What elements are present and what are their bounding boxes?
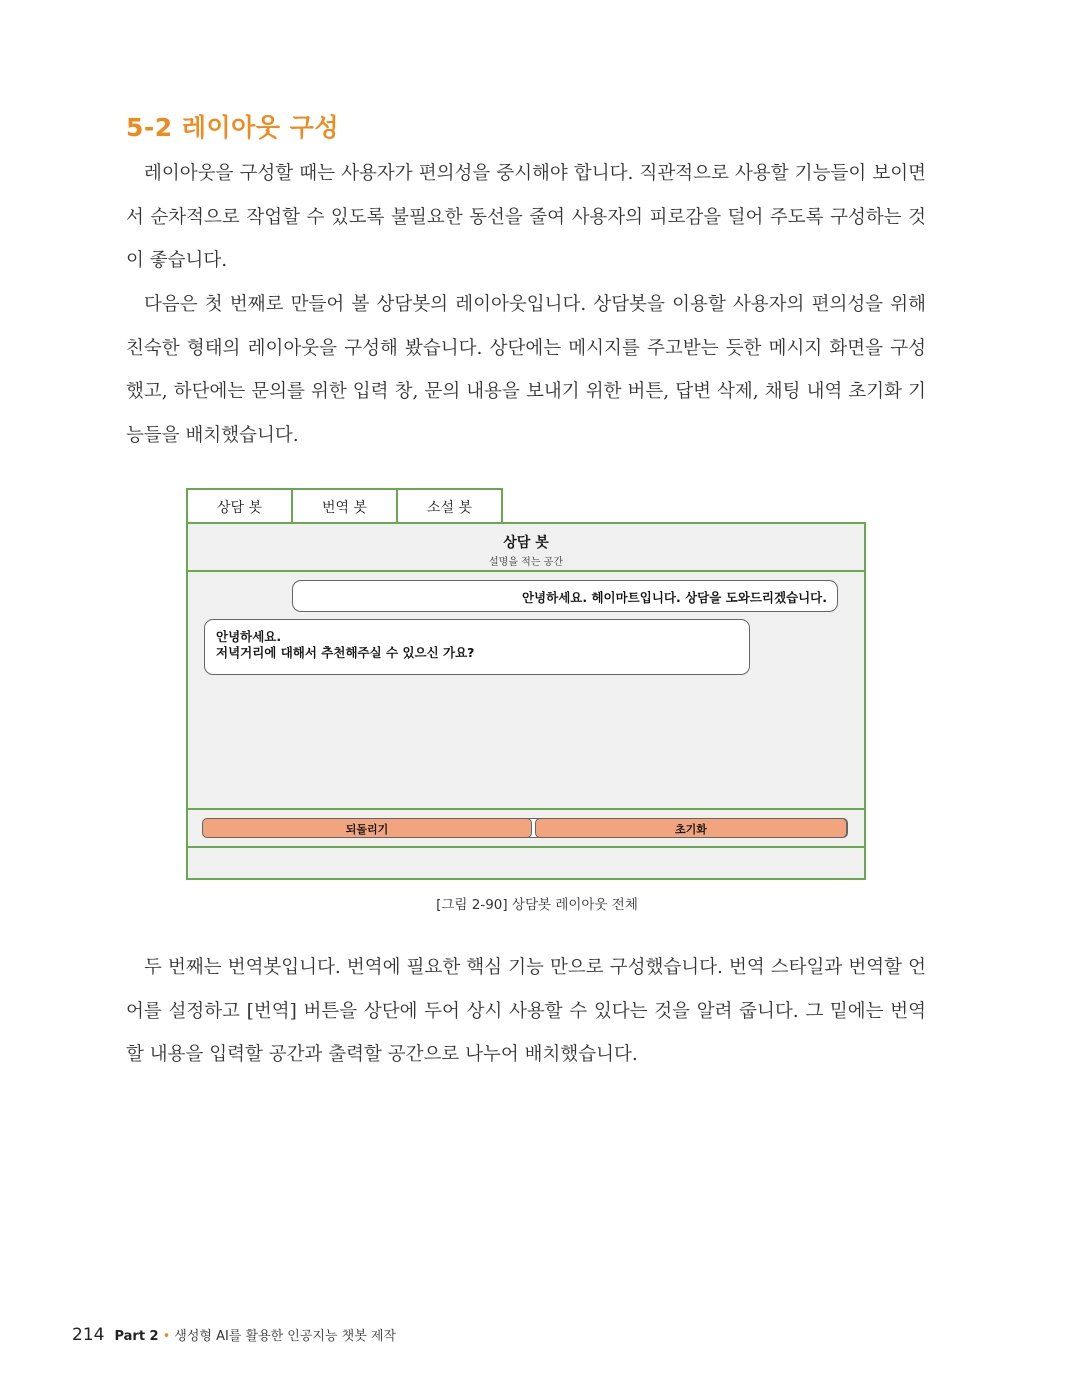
page-footer	[72, 1325, 396, 1345]
tab-novel-bot[interactable]: 소설 봇	[396, 488, 503, 523]
bot-description: 설명을 적는 공간	[489, 557, 563, 568]
chatbot-layout-figure	[186, 488, 866, 880]
tab-counsel-bot[interactable]: 상담 봇	[186, 488, 293, 523]
bot-title: 상담 봇	[503, 535, 549, 551]
tab-translate-bot[interactable]: 번역 봇	[291, 488, 398, 523]
bullet-dot: •	[162, 1329, 171, 1344]
bot-message-bubble: 안녕하세요. 헤이마트입니다. 상담을 도와드리겠습니다.	[292, 580, 838, 612]
section-title: 5-2 레이아웃 구성	[126, 113, 339, 142]
user-message-bubble: 안녕하세요. 저녁거리에 대해서 추천해주실 수 있으신 가요?	[204, 619, 750, 675]
paragraph: 두 번째는 번역봇입니다. 번역에 필요한 핵심 기능 만으로 구성했습니다. 번역 스타일과 번역할 언어를 설정하고 [번역] 버튼을 상단에 두어 상시 사용할 수 있다는 것을 알려 줍니다. 그 밑에는 번역할 내용을 입력할 공간과 출력할 공간으로 나누어 배치했습니다.	[126, 957, 926, 1065]
paragraph: 다음은 첫 번째로 만들어 볼 상담봇의 레이아웃입니다. 상담봇을 이용할 사용자의 편의성을 위해 친숙한 형태의 레이아웃을 구성해 봤습니다. 상단에는 메시지를 주고받는 듯한 메시지 화면을 구성했고, 하단에는 문의를 위한 입력 창, 문의 내용을 보내기 위한 버튼, 답변 삭제, 채팅 내역 초기화 기능들을 배치했습니다.	[126, 294, 926, 446]
tab-bar	[186, 488, 501, 523]
page-number: 214	[72, 1325, 105, 1345]
chat-area	[188, 572, 864, 810]
figure-caption: [그림 2-90] 상담봇 레이아웃 전체	[436, 897, 638, 913]
bot-header	[188, 524, 864, 572]
part-title: 생성형 AI를 활용한 인공지능 챗봇 제작	[174, 1329, 397, 1344]
reset-button[interactable]: 초기화	[535, 818, 847, 838]
paragraph: 레이아웃을 구성할 때는 사용자가 편의성을 중시해야 합니다. 직관적으로 사용할 기능들이 보이면서 순차적으로 작업할 수 있도록 불필요한 동선을 줄여 사용자의 피로감을 덜어 주도록 구성하는 것이 좋습니다.	[126, 163, 926, 271]
undo-button[interactable]: 되돌리기	[202, 818, 532, 838]
part-label: Part 2	[114, 1329, 159, 1344]
